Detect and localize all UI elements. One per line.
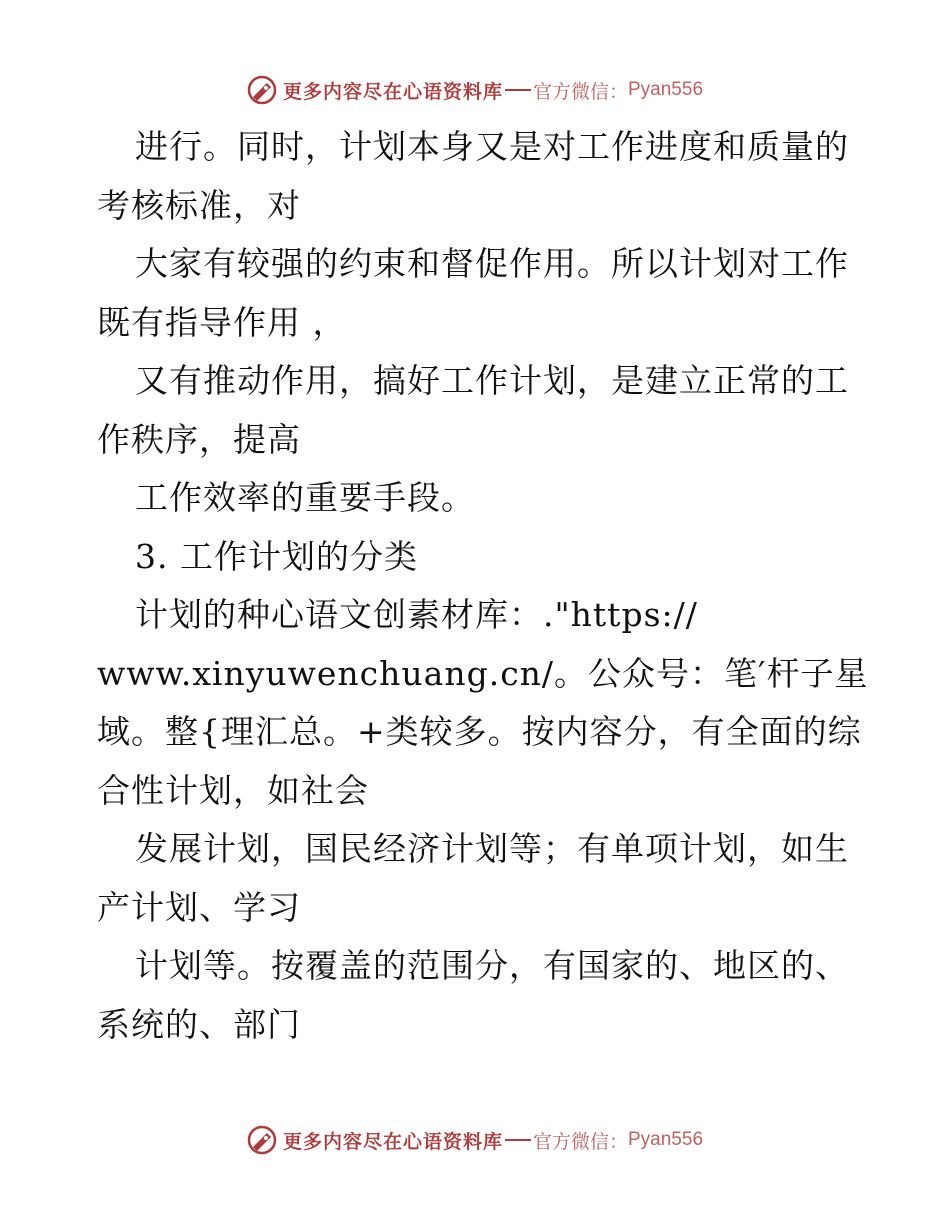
header-watermark (0, 72, 950, 108)
text-line: 考核标准，对 (97, 185, 301, 225)
text-line: 既有指导作用 ， (97, 302, 347, 342)
pen-nib-logo-icon (247, 1125, 277, 1155)
document-body (97, 118, 869, 1054)
watermark-official: 官方微信： (532, 80, 628, 103)
text-line: 系统的、部门 (97, 1004, 301, 1044)
text-line: 产计划、学习 (97, 887, 301, 927)
text-line: 又有推动作用，搞好工作计划，是建立正常的工 (135, 361, 849, 400)
watermark-wechat-id: Pyan556 (628, 79, 704, 100)
text-line: 发展计划，国民经济计划等；有单项计划，如生 (135, 829, 849, 868)
watermark-dash (505, 1139, 531, 1141)
watermark-wechat-id: Pyan556 (628, 1129, 704, 1150)
text-line: 合性计划，如社会 (97, 770, 369, 810)
text-line: 工作效率的重要手段。 (135, 478, 475, 517)
watermark-text: 更多内容尽在心语资料库 (282, 1130, 503, 1153)
text-line: 域。整{理汇总。+类较多。按内容分，有全面的综 (97, 712, 862, 751)
watermark-official: 官方微信： (532, 1130, 628, 1153)
text-line: 计划等。按覆盖的范围分，有国家的、地区的、 (135, 946, 849, 985)
text-line: 作秩序，提高 (97, 419, 301, 459)
text-line: 大家有较强的约束和督促作用。所以计划对工作 (135, 244, 849, 283)
pen-nib-logo-icon (247, 75, 277, 105)
watermark-dash (505, 89, 531, 91)
text-line: 计划的种心语文创素材库：."https:// (135, 595, 698, 634)
text-line: 进行。同时，计划本身又是对工作进度和质量的 (135, 127, 849, 166)
watermark-text: 更多内容尽在心语资料库 (282, 80, 503, 103)
text-line: www.xinyuwenchuang.cn/。公众号：笔′杆子星 (97, 653, 869, 693)
footer-watermark (0, 1122, 950, 1158)
section-heading: 3. 工作计划的分类 (135, 536, 418, 576)
